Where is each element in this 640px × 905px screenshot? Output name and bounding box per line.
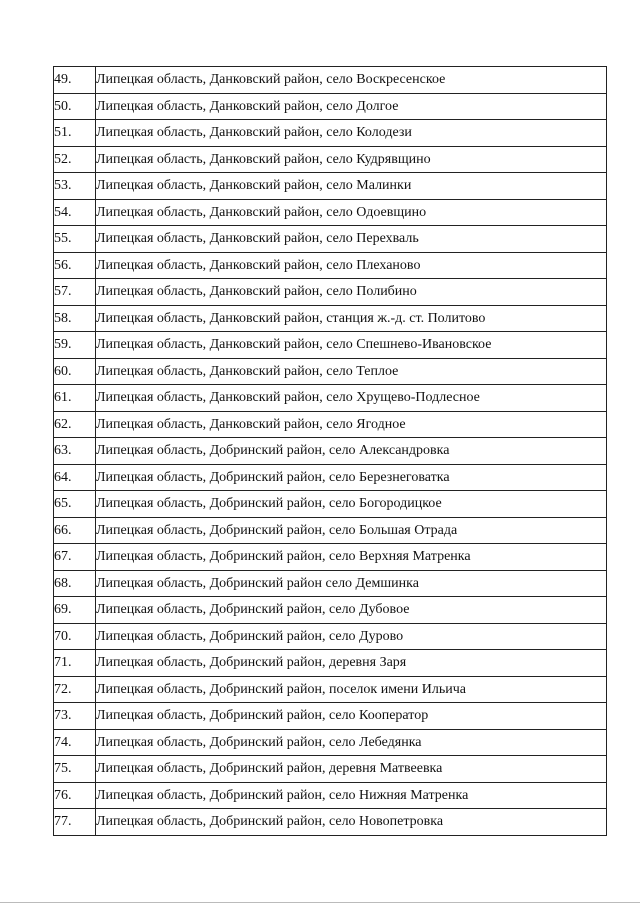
row-number: 74.: [54, 729, 96, 756]
table-body: [54, 67, 607, 836]
row-address: Липецкая область, Добринский район, село Дурово: [96, 623, 607, 650]
row-address: Липецкая область, Данковский район, село Одоевщино: [96, 199, 607, 226]
row-number: 67.: [54, 544, 96, 571]
table-row: [54, 597, 607, 624]
row-number: 49.: [54, 67, 96, 94]
table-row: [54, 385, 607, 412]
row-address: Липецкая область, Добринский район, поселок имени Ильича: [96, 676, 607, 703]
row-number: 57.: [54, 279, 96, 306]
table-row: [54, 199, 607, 226]
row-address: Липецкая область, Добринский район, село Кооператор: [96, 703, 607, 730]
row-number: 54.: [54, 199, 96, 226]
row-address: Липецкая область, Данковский район, село Колодези: [96, 120, 607, 147]
row-address: Липецкая область, Добринский район, село Богородицкое: [96, 491, 607, 518]
row-number: 63.: [54, 438, 96, 465]
row-number: 62.: [54, 411, 96, 438]
table-row: [54, 173, 607, 200]
row-address: Липецкая область, Данковский район, село Спешнево-Ивановское: [96, 332, 607, 359]
table-row: [54, 517, 607, 544]
row-number: 58.: [54, 305, 96, 332]
page-bottom-rule: [0, 902, 640, 903]
row-address: Липецкая область, Добринский район село Демшинка: [96, 570, 607, 597]
table-row: [54, 146, 607, 173]
row-number: 50.: [54, 93, 96, 120]
row-number: 56.: [54, 252, 96, 279]
row-address: Липецкая область, Данковский район, село Полибино: [96, 279, 607, 306]
row-address: Липецкая область, Добринский район, село Дубовое: [96, 597, 607, 624]
row-address: Липецкая область, Данковский район, село Долгое: [96, 93, 607, 120]
row-number: 59.: [54, 332, 96, 359]
table-row: [54, 464, 607, 491]
row-number: 71.: [54, 650, 96, 677]
row-address: Липецкая область, Добринский район, село Нижняя Матренка: [96, 782, 607, 809]
row-address: Липецкая область, Добринский район, деревня Заря: [96, 650, 607, 677]
table-row: [54, 676, 607, 703]
row-number: 52.: [54, 146, 96, 173]
row-address: Липецкая область, Данковский район, село Хрущево-Подлесное: [96, 385, 607, 412]
table-row: [54, 305, 607, 332]
row-address: Липецкая область, Добринский район, село Большая Отрада: [96, 517, 607, 544]
row-number: 69.: [54, 597, 96, 624]
row-address: Липецкая область, Добринский район, село Лебедянка: [96, 729, 607, 756]
row-address: Липецкая область, Данковский район, станция ж.-д. ст. Политово: [96, 305, 607, 332]
table-row: [54, 358, 607, 385]
table-row: [54, 756, 607, 783]
row-number: 64.: [54, 464, 96, 491]
row-address: Липецкая область, Данковский район, село Плеханово: [96, 252, 607, 279]
row-address: Липецкая область, Данковский район, село Кудрявщино: [96, 146, 607, 173]
row-number: 75.: [54, 756, 96, 783]
row-number: 77.: [54, 809, 96, 836]
table-row: [54, 411, 607, 438]
table-row: [54, 729, 607, 756]
row-number: 60.: [54, 358, 96, 385]
table-row: [54, 570, 607, 597]
table-row: [54, 623, 607, 650]
row-number: 51.: [54, 120, 96, 147]
table-row: [54, 226, 607, 253]
row-number: 65.: [54, 491, 96, 518]
row-number: 70.: [54, 623, 96, 650]
table-row: [54, 438, 607, 465]
row-address: Липецкая область, Добринский район, деревня Матвеевка: [96, 756, 607, 783]
row-number: 66.: [54, 517, 96, 544]
row-address: Липецкая область, Добринский район, село Верхняя Матренка: [96, 544, 607, 571]
table-row: [54, 67, 607, 94]
table-row: [54, 252, 607, 279]
row-number: 68.: [54, 570, 96, 597]
table-row: [54, 809, 607, 836]
row-address: Липецкая область, Данковский район, село Ягодное: [96, 411, 607, 438]
row-address: Липецкая область, Данковский район, село Перехваль: [96, 226, 607, 253]
row-address: Липецкая область, Данковский район, село Теплое: [96, 358, 607, 385]
settlements-table: [53, 66, 607, 836]
table-row: [54, 650, 607, 677]
table-row: [54, 279, 607, 306]
row-number: 72.: [54, 676, 96, 703]
row-address: Липецкая область, Данковский район, село Воскресенское: [96, 67, 607, 94]
row-number: 61.: [54, 385, 96, 412]
row-address: Липецкая область, Добринский район, село Новопетровка: [96, 809, 607, 836]
row-number: 73.: [54, 703, 96, 730]
table-row: [54, 491, 607, 518]
table-row: [54, 544, 607, 571]
table-row: [54, 703, 607, 730]
row-number: 53.: [54, 173, 96, 200]
row-address: Липецкая область, Данковский район, село Малинки: [96, 173, 607, 200]
row-address: Липецкая область, Добринский район, село Березнеговатка: [96, 464, 607, 491]
table-row: [54, 120, 607, 147]
row-address: Липецкая область, Добринский район, село Александровка: [96, 438, 607, 465]
row-number: 55.: [54, 226, 96, 253]
table-row: [54, 93, 607, 120]
table-row: [54, 332, 607, 359]
row-number: 76.: [54, 782, 96, 809]
table-row: [54, 782, 607, 809]
